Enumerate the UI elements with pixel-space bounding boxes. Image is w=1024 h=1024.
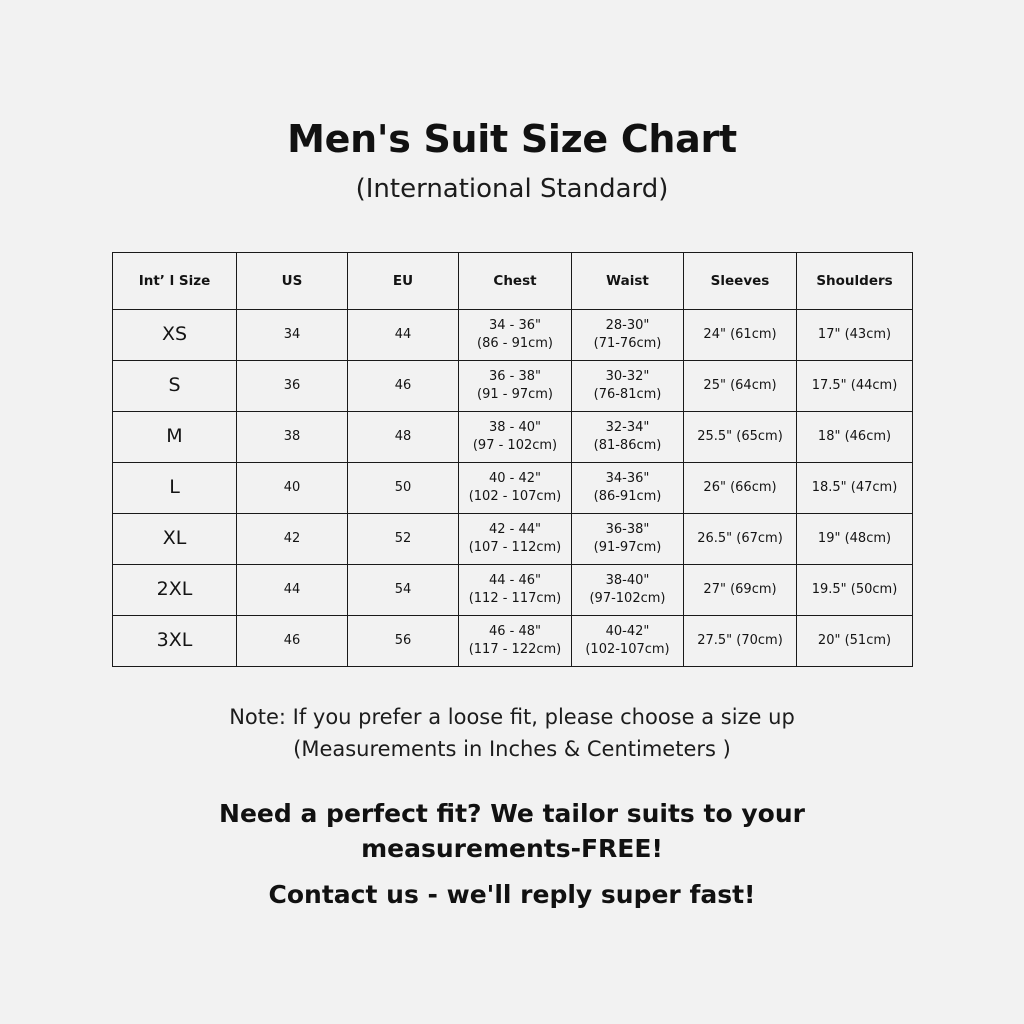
- table-row: [113, 309, 913, 360]
- table-header-row: [113, 252, 913, 309]
- cell-waist-cm: (81-86cm): [593, 437, 662, 453]
- cell-us: 44: [237, 564, 348, 615]
- cell-chest: [459, 615, 572, 666]
- cell-chest-cm: (117 - 122cm): [468, 641, 562, 657]
- cell-sleeves: 26" (66cm): [684, 462, 797, 513]
- column-header-eu: EU: [348, 252, 459, 309]
- cell-chest: [459, 462, 572, 513]
- cell-waist-inches: 36-38": [605, 522, 650, 538]
- table-row: [113, 462, 913, 513]
- cell-us: 34: [237, 309, 348, 360]
- cell-sleeves: 27.5" (70cm): [684, 615, 797, 666]
- cell-us: 36: [237, 360, 348, 411]
- table-header: [113, 252, 913, 309]
- cell-waist-cm: (71-76cm): [593, 335, 662, 351]
- cell-chest-cm: (97 - 102cm): [472, 437, 558, 453]
- cta-line-3: Contact us - we'll reply super fast!: [268, 879, 756, 909]
- column-header-waist: Waist: [572, 252, 684, 309]
- table-row: [113, 513, 913, 564]
- cell-waist-cm: (97-102cm): [589, 590, 666, 606]
- column-header-shoulders: Shoulders: [797, 252, 913, 309]
- cell-shoulders: 18.5" (47cm): [797, 462, 913, 513]
- cell-shoulders: 17.5" (44cm): [797, 360, 913, 411]
- cell-waist-cm: (102-107cm): [585, 641, 670, 657]
- cell-eu: 54: [348, 564, 459, 615]
- cell-intl-size: M: [113, 411, 237, 462]
- cell-waist-inches: 34-36": [605, 471, 650, 487]
- cell-chest-inches: 34 - 36": [488, 318, 542, 334]
- cell-intl-size: S: [113, 360, 237, 411]
- cell-chest-cm: (86 - 91cm): [477, 335, 553, 351]
- cell-waist-inches: 38-40": [605, 573, 650, 589]
- cell-chest-inches: 36 - 38": [488, 369, 542, 385]
- cell-eu: 50: [348, 462, 459, 513]
- cta-line-1: Need a perfect fit? We tailor suits to your: [219, 798, 805, 828]
- cell-chest: [459, 513, 572, 564]
- cell-us: 42: [237, 513, 348, 564]
- cell-waist: [572, 411, 684, 462]
- cell-shoulders: 19.5" (50cm): [797, 564, 913, 615]
- cell-waist: [572, 564, 684, 615]
- cell-sleeves: 27" (69cm): [684, 564, 797, 615]
- cell-waist: [572, 462, 684, 513]
- fit-note-line-2: (Measurements in Inches & Centimeters ): [293, 737, 731, 762]
- cell-intl-size: 3XL: [113, 615, 237, 666]
- cell-shoulders: 19" (48cm): [797, 513, 913, 564]
- cell-waist-cm: (86-91cm): [593, 488, 662, 504]
- cell-waist-inches: 40-42": [605, 624, 650, 640]
- cell-intl-size: L: [113, 462, 237, 513]
- cell-chest-cm: (107 - 112cm): [468, 539, 562, 555]
- table-row: [113, 411, 913, 462]
- cell-chest-inches: 42 - 44": [488, 522, 542, 538]
- cell-waist-inches: 28-30": [605, 318, 650, 334]
- cell-intl-size: XS: [113, 309, 237, 360]
- cell-chest: [459, 360, 572, 411]
- cell-chest-inches: 44 - 46": [488, 573, 542, 589]
- cell-waist: [572, 513, 684, 564]
- cell-eu: 52: [348, 513, 459, 564]
- cell-us: 46: [237, 615, 348, 666]
- cell-chest: [459, 309, 572, 360]
- cell-eu: 46: [348, 360, 459, 411]
- column-header-sleeves: Sleeves: [684, 252, 797, 309]
- size-chart-table: [112, 252, 913, 667]
- table-body: [113, 309, 913, 666]
- cell-waist-inches: 32-34": [605, 420, 650, 436]
- cell-chest-cm: (112 - 117cm): [468, 590, 562, 606]
- cta-line-2: measurements-FREE!: [361, 834, 663, 864]
- column-header-chest: Chest: [459, 252, 572, 309]
- cell-shoulders: 17" (43cm): [797, 309, 913, 360]
- table-row: [113, 564, 913, 615]
- cell-eu: 48: [348, 411, 459, 462]
- cell-us: 40: [237, 462, 348, 513]
- cell-waist-cm: (91-97cm): [593, 539, 662, 555]
- cell-sleeves: 24" (61cm): [684, 309, 797, 360]
- cell-sleeves: 25" (64cm): [684, 360, 797, 411]
- fit-note-line-1: Note: If you prefer a loose fit, please choose a size up: [229, 704, 795, 729]
- cell-chest: [459, 564, 572, 615]
- cell-us: 38: [237, 411, 348, 462]
- column-header-intl-size: Int’ l Size: [113, 252, 237, 309]
- table-row: [113, 615, 913, 666]
- cell-chest: [459, 411, 572, 462]
- cell-waist: [572, 309, 684, 360]
- size-table-container: [112, 252, 912, 667]
- cell-chest-inches: 40 - 42": [488, 471, 542, 487]
- cell-waist: [572, 360, 684, 411]
- column-header-us: US: [237, 252, 348, 309]
- cell-waist-inches: 30-32": [605, 369, 650, 385]
- page-subtitle: (International Standard): [355, 173, 669, 204]
- cell-intl-size: 2XL: [113, 564, 237, 615]
- fit-note: [229, 701, 795, 766]
- cell-shoulders: 18" (46cm): [797, 411, 913, 462]
- cell-chest-cm: (91 - 97cm): [477, 386, 553, 402]
- cell-shoulders: 20" (51cm): [797, 615, 913, 666]
- cell-sleeves: 25.5" (65cm): [684, 411, 797, 462]
- cell-intl-size: XL: [113, 513, 237, 564]
- cell-chest-inches: 38 - 40": [488, 420, 542, 436]
- cell-sleeves: 26.5" (67cm): [684, 513, 797, 564]
- cell-waist-cm: (76-81cm): [593, 386, 662, 402]
- call-to-action: [152, 796, 872, 913]
- cell-eu: 44: [348, 309, 459, 360]
- cell-waist: [572, 615, 684, 666]
- cell-chest-cm: (102 - 107cm): [468, 488, 562, 504]
- cell-chest-inches: 46 - 48": [488, 624, 542, 640]
- page-title: Men's Suit Size Chart: [287, 117, 737, 161]
- cell-eu: 56: [348, 615, 459, 666]
- table-row: [113, 360, 913, 411]
